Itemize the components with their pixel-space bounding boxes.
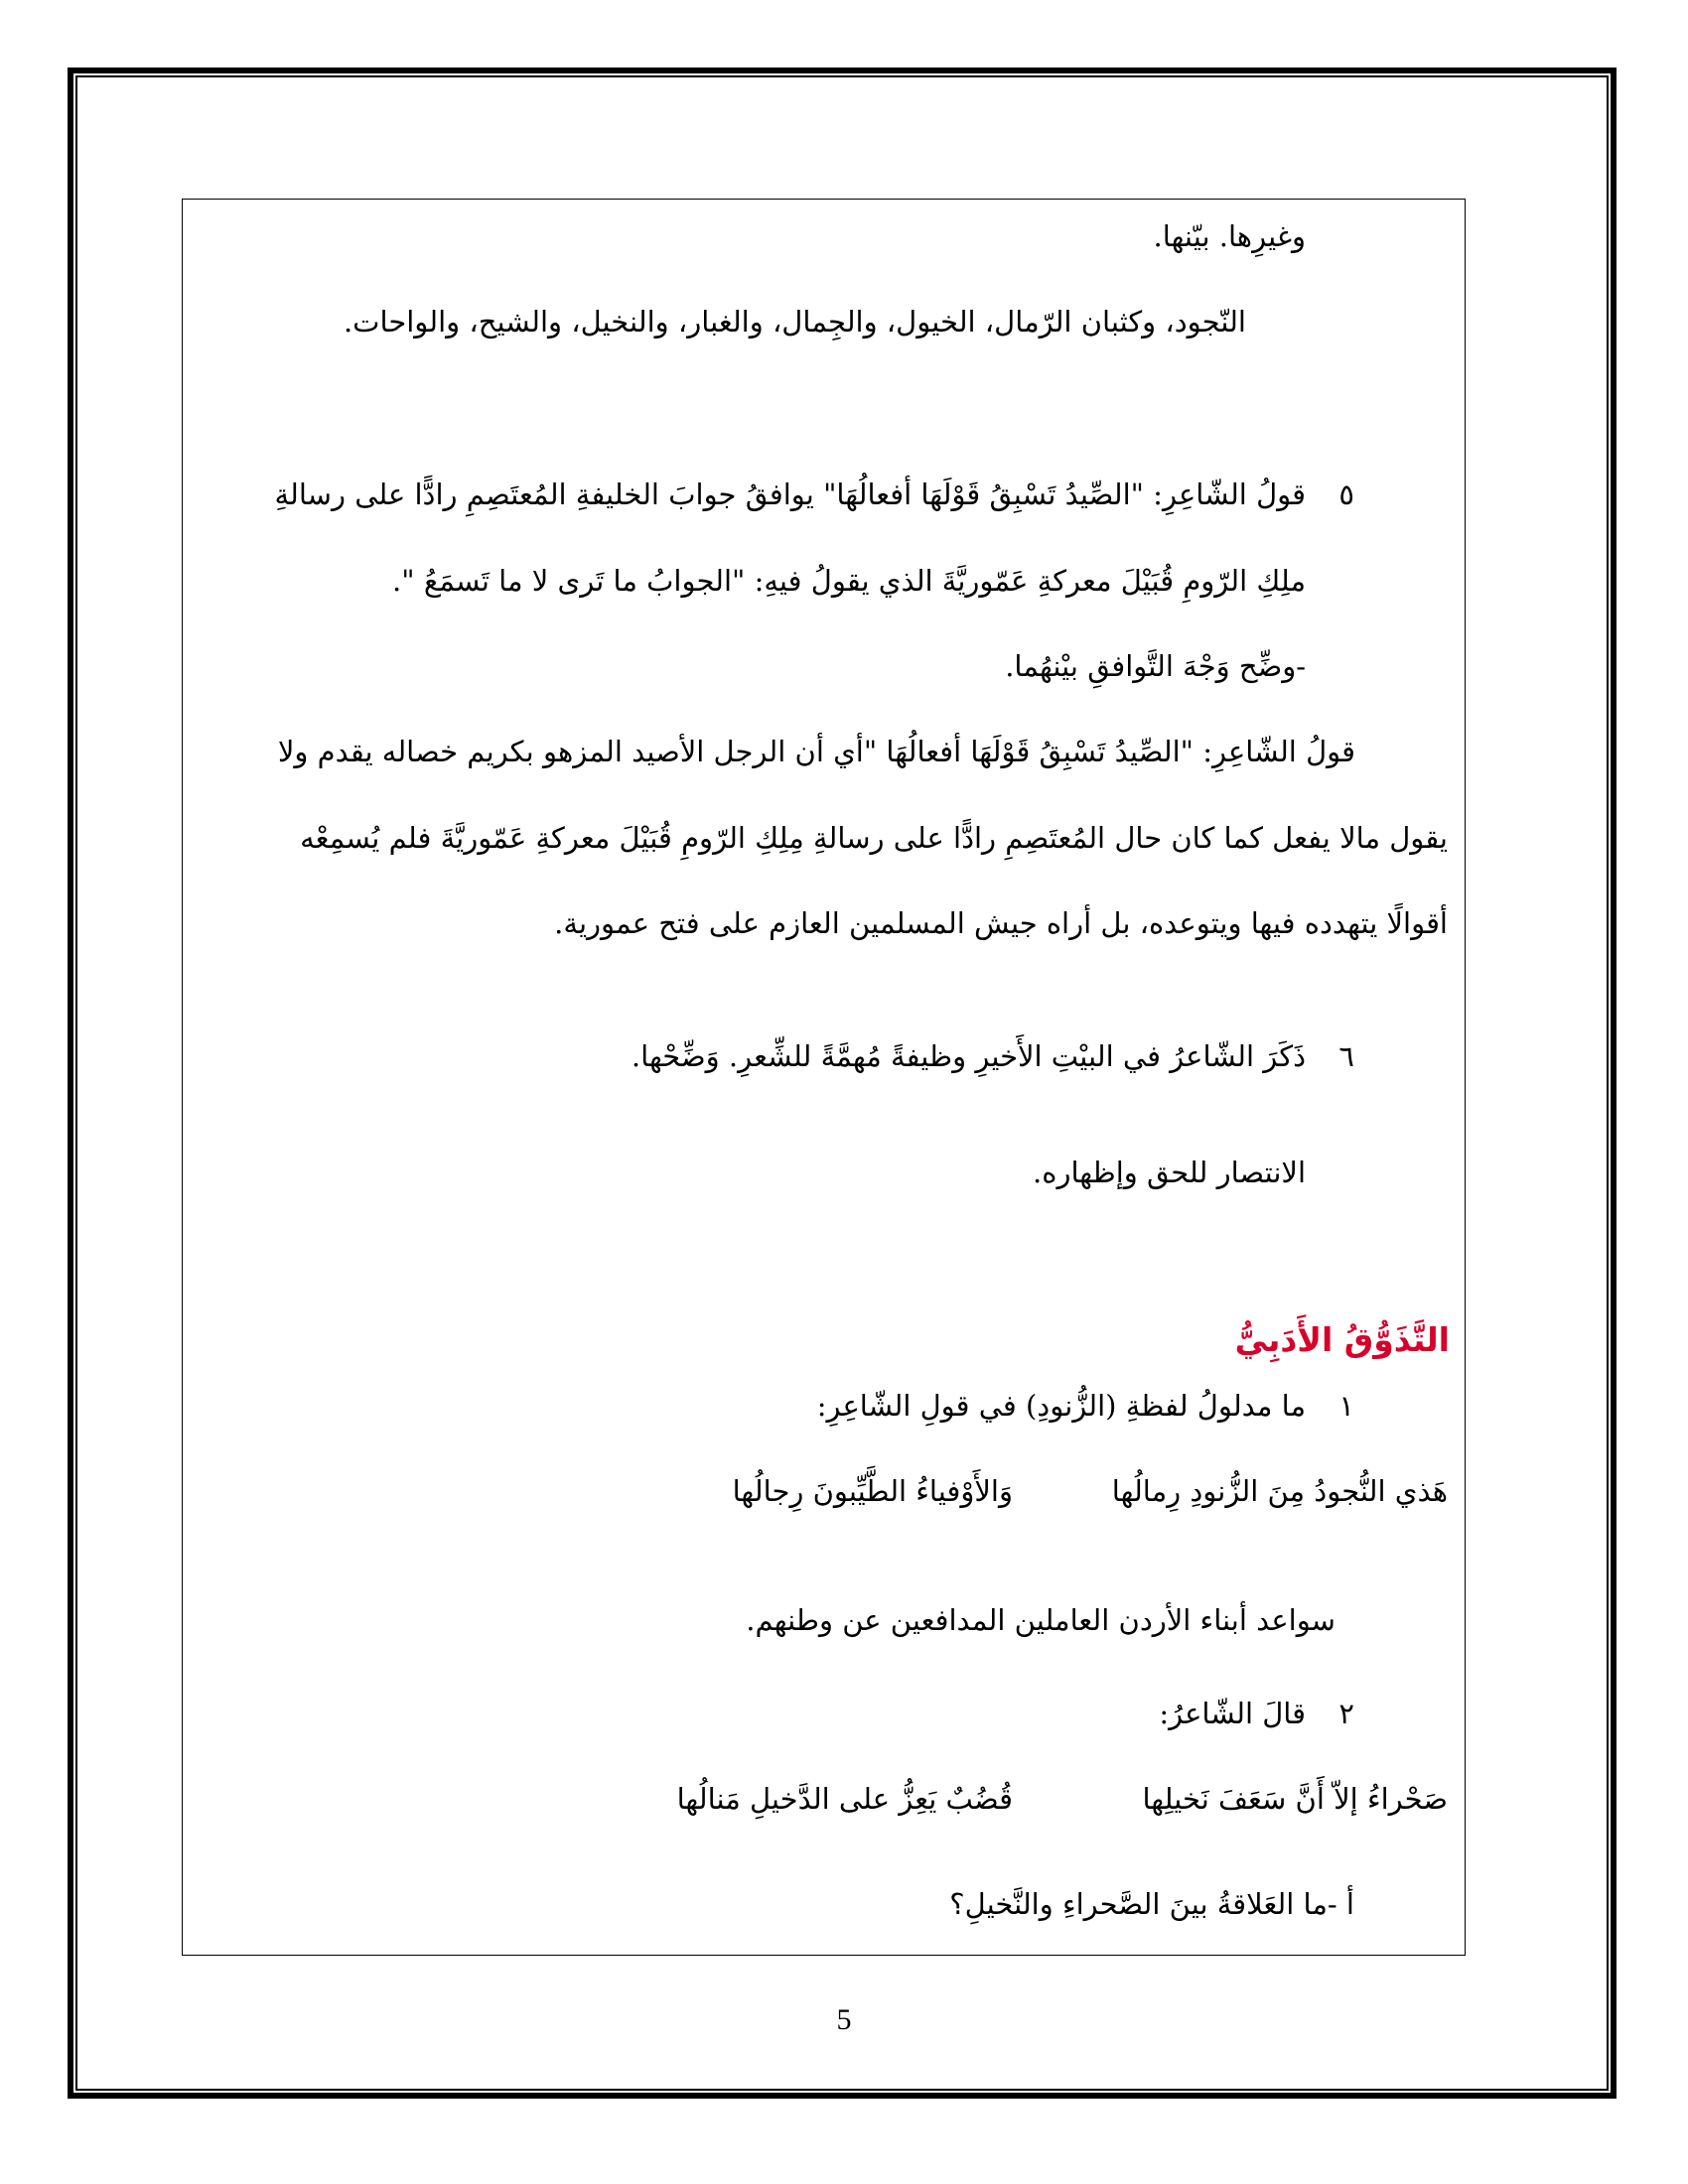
question-text: ذَكَرَ الشّاعرُ في البيْتِ الأَخيرِ وظيفةً مُهمَّةً للشِّعرِ. وَضِّحْها.	[631, 1039, 1306, 1073]
verse-first-hemistich: هَذي النُّجودُ مِنَ الزُّنودِ رِمالُها	[1111, 1474, 1448, 1508]
verse-first-hemistich: صَحْراءُ إلاّ أَنَّ سَعَفَ نَخيلِها	[1142, 1782, 1448, 1816]
answer-text: الانتصار للحق وإظهاره.	[1033, 1156, 1306, 1189]
sub-question-text: أ -ما العَلاقةُ بينَ الصَّحراءِ والنَّخيلِ؟	[949, 1887, 1354, 1921]
question-text: -وضِّح وَجْهَ التَّوافقِ بيْنهُما.	[1005, 649, 1306, 683]
verse-second-hemistich: وَالأَوْفياءُ الطَّيِّبونَ رِجالُها	[732, 1474, 1013, 1508]
content-box	[182, 199, 1466, 1956]
section-heading: التَّذَوُّقُ الأَدَبِيُّ	[1234, 1320, 1450, 1359]
question-text: قالَ الشّاعرُ:	[1159, 1697, 1306, 1730]
verse-second-hemistich: قُضُبٌ يَعِزُّ على الدَّخيلِ مَنالُها	[676, 1782, 1013, 1816]
answer-text: قولُ الشّاعِرِ: "الصِّيدُ تَسْبِقُ قَوْلَهَا أفعالُهَا "أي أن الرجل الأصيد المزهو بكريم خصاله يقدم ولا	[277, 735, 1355, 768]
answer-text: يقول مالا يفعل كما كان حال المُعتَصِمِ رادًّا على رسالةِ مِلِكِ الرّومِ قُبَيْلَ معركةِ عَمّوريَّةَ فلم يُسمِعْه	[300, 821, 1448, 855]
question-text: قولُ الشّاعِرِ: "الصِّيدُ تَسْبِقُ قَوْلَهَا أفعالُهَا" يوافقُ جوابَ الخليفةِ المُعتَصِمِ رادًّا على رسالةِ	[274, 478, 1306, 511]
question-number: ١	[1338, 1389, 1354, 1423]
page-number: 5	[836, 2003, 852, 2036]
question-number: ٢	[1338, 1697, 1354, 1730]
question-number: ٥	[1338, 478, 1354, 511]
question-text: ملِكِ الرّومِ قُبَيْلَ معركةِ عَمّوريَّةَ الذي يقولُ فيهِ: "الجوابُ ما تَرى لا ما تَسمَعُ ".	[392, 564, 1306, 598]
text-line: النّجود، وكثبان الرّمال، الخيول، والجِمال، والغبار، والنخيل، والشيح، والواحات.	[343, 305, 1246, 339]
question-number: ٦	[1338, 1039, 1354, 1073]
answer-text: سواعد أبناء الأردن العاملين المدافعين عن وطنهم.	[746, 1603, 1336, 1637]
text-line: وغيرِها. بيّنها.	[1153, 219, 1306, 253]
question-text: ما مدلولُ لفظةِ (الزُّنودِ) في قولِ الشّاعِرِ:	[816, 1389, 1306, 1423]
answer-text: أقوالًا يتهدده فيها ويتوعده، بل أراه جيش المسلمين العازم على فتح عمورية.	[554, 906, 1448, 940]
